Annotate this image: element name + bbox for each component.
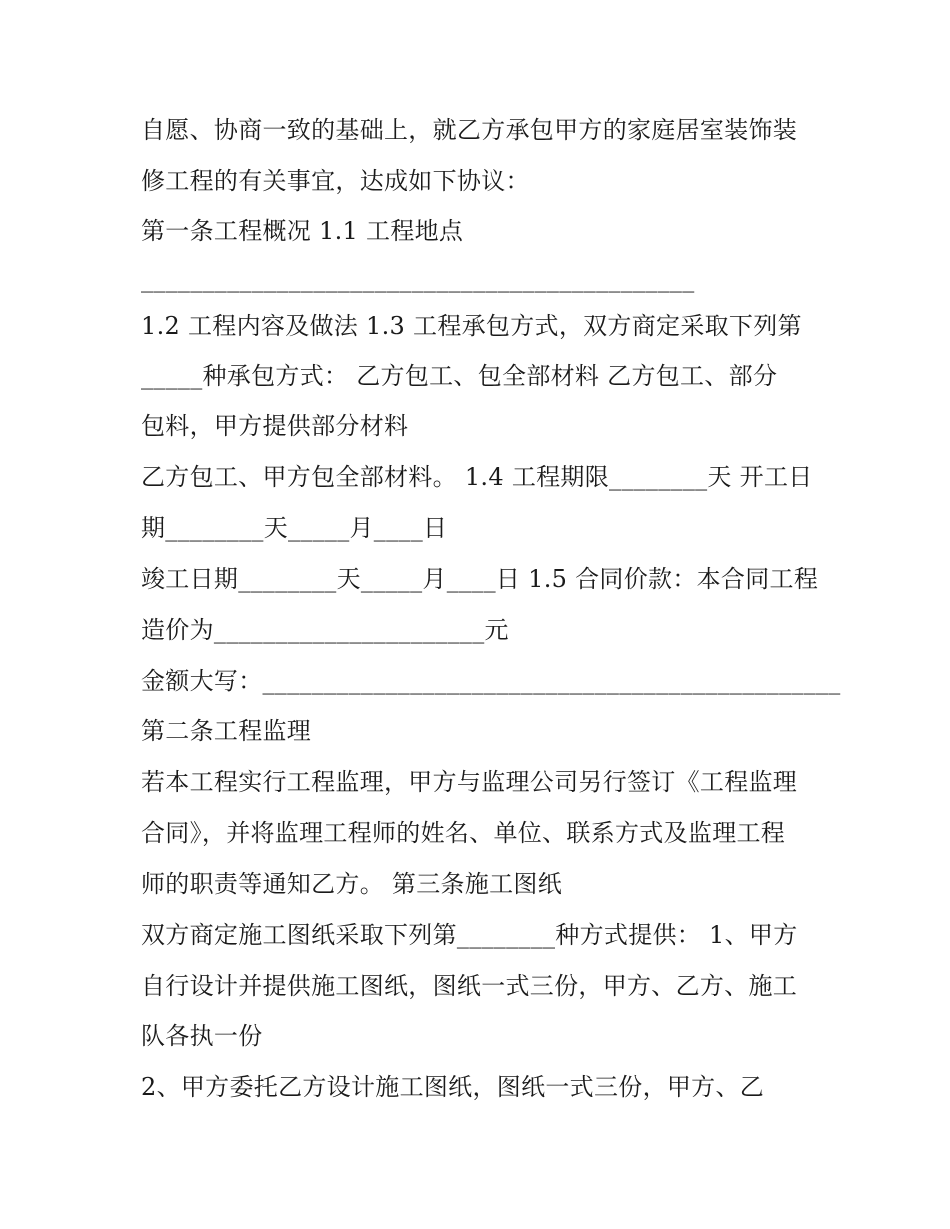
text-line: 2、甲方委托乙方设计施工图纸，图纸一式三份，甲方、乙 — [141, 1073, 765, 1101]
text-line: 期________天_____月____日 — [141, 514, 448, 542]
section-heading: 第二条工程监理 — [141, 717, 312, 745]
text-line: 队各执一份 — [141, 1022, 263, 1050]
blank-line: _____________________________________________ — [141, 265, 695, 293]
text-line: 自行设计并提供施工图纸，图纸一式三份，甲方、乙方、施工 — [141, 972, 798, 1000]
section-heading: 第一条工程概况 1.1 工程地点 — [141, 217, 464, 245]
text-line: 合同》，并将监理工程师的姓名、单位、联系方式及监理工程 — [141, 819, 786, 847]
text-line: 自愿、协商一致的基础上，就乙方承包甲方的家庭居室装饰装 — [141, 116, 798, 144]
text-line: 乙方包工、甲方包全部材料。 1.4 工程期限________天 开工日 — [141, 463, 813, 491]
text-line: 双方商定施工图纸采取下列第________种方式提供： 1、甲方 — [141, 921, 798, 949]
text-line: 1.2 工程内容及做法 1.3 工程承包方式，双方商定采取下列第 — [141, 312, 802, 340]
text-line: _____种承包方式： 乙方包工、包全部材料 乙方包工、部分 — [141, 362, 778, 390]
text-line: 若本工程实行工程监理，甲方与监理公司另行签订《工程监理 — [141, 768, 798, 796]
text-line: 修工程的有关事宜，达成如下协议： — [141, 167, 530, 195]
text-line: 竣工日期________天_____月____日 1.5 合同价款：本合同工程 — [141, 565, 819, 593]
text-line: 师的职责等通知乙方。 第三条施工图纸 — [141, 870, 563, 898]
text-line: 金额大写：_______________________________________________ — [141, 667, 841, 695]
text-line: 包料，甲方提供部分材料 — [141, 412, 409, 440]
text-line: 造价为______________________元 — [141, 616, 509, 644]
